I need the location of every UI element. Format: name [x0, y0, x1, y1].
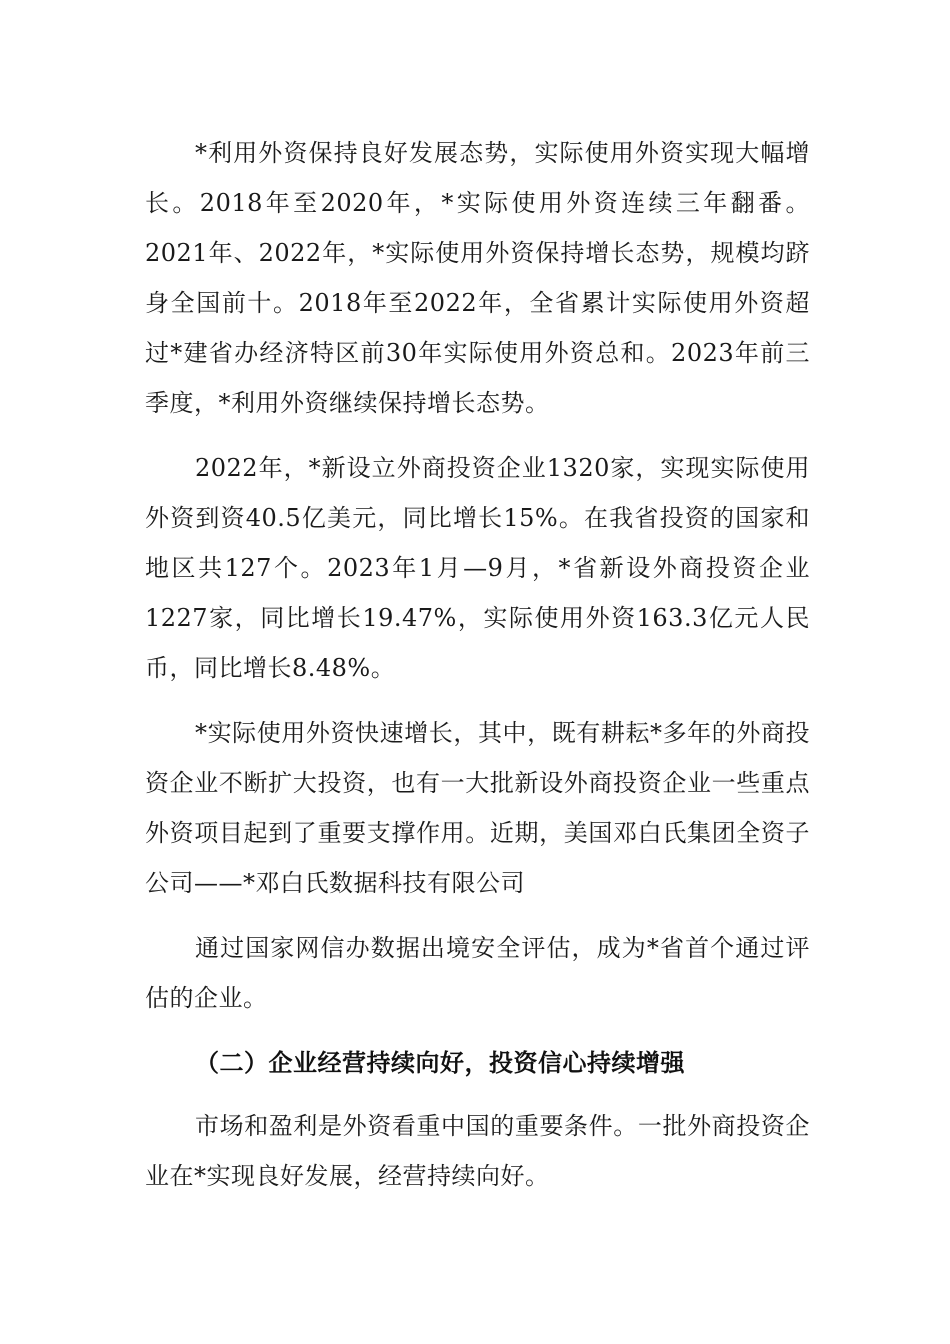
document-body [145, 128, 810, 1216]
paragraph-foreign-investment-trend: *利用外资保持良好发展态势，实际使用外资实现大幅增长。2018年至2020年，*实际使用外资连续三年翻番。2021年、2022年，*实际使用外资保持增长态势，规模均跻身全国前十。2018年至2022年，全省累计实际使用外资超过*建省办经济特区前30年实际使用外资总和。2023年前三季度，*利用外资继续保持增长态势。 [145, 139, 810, 417]
paragraph-security-assessment: 通过国家网信办数据出境安全评估，成为*省首个通过评估的企业。 [145, 934, 810, 1012]
paragraph-growth-drivers: *实际使用外资快速增长，其中，既有耕耘*多年的外商投资企业不断扩大投资，也有一大批新设外商投资企业一些重点外资项目起到了重要支撑作用。近期，美国邓白氏集团全资子公司——*邓白氏数据科技有限公司 [145, 719, 810, 897]
section-heading: （二）企业经营持续向好，投资信心持续增强 [195, 1049, 685, 1077]
paragraph-2022-statistics: 2022年，*新设立外商投资企业1320家，实现实际使用外资到资40.5亿美元，同比增长15%。在我省投资的国家和地区共127个。2023年1月—9月，*省新设外商投资企业1227家，同比增长19.47%，实际使用外资163.3亿元人民币，同比增长8.48%。 [145, 454, 810, 682]
paragraph-market-profit: 市场和盈利是外资看重中国的重要条件。一批外商投资企业在*实现良好发展，经营持续向好。 [145, 1112, 810, 1190]
